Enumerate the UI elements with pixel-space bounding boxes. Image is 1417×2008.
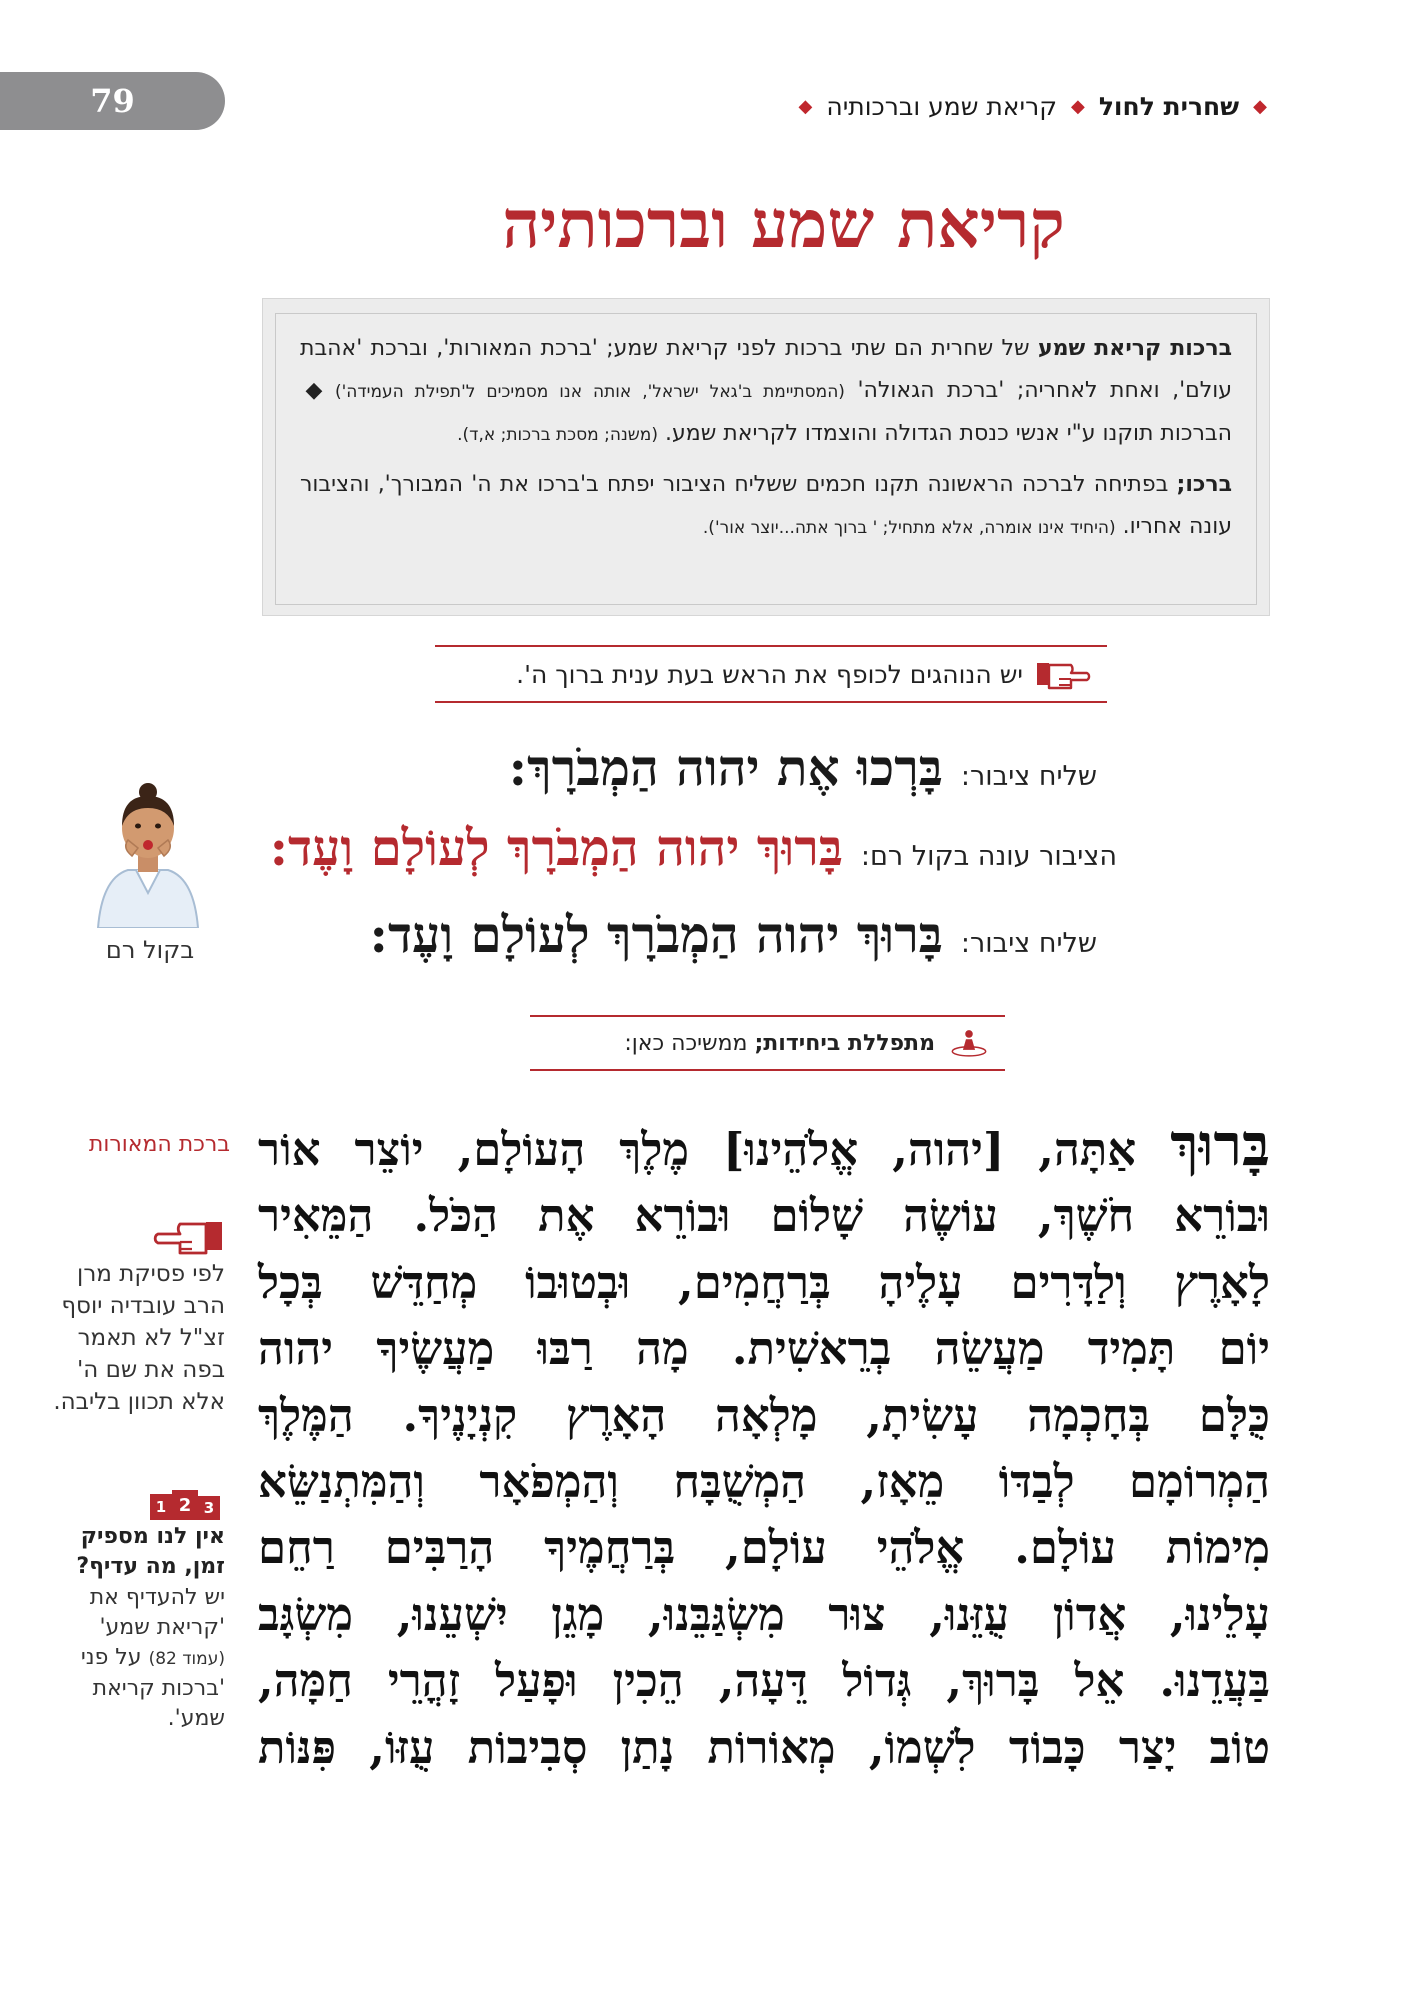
page-reference: (עמוד 82)	[148, 1649, 225, 1669]
response-role: שליח ציבור:	[960, 761, 1097, 792]
side-note-title: אין לנו מספיק זמן, מה עדיף?	[76, 1524, 225, 1579]
prayer-line: וּבוֹרֵא חֹשֶׁךְ, עוֹשֶׂה שָׁלוֹם וּבוֹרֵא אֶת הַכֹּל. הַמֵּאִיר	[258, 1189, 1270, 1243]
prayer-line-text: אַתָּה, [יהוה, אֱלֹהֵינוּ] מֶלֶךְ הָעוֹלָם, יוֹצֵר אוֹר	[258, 1123, 1171, 1176]
intro-text: בפתיחה לברכה הראשונה תקנו חכמים ששליח הציבור יפתח ב'ברכו את ה' המבורך', והציבור עונה אחריו.	[300, 472, 1232, 539]
intro-content	[275, 313, 1257, 605]
numbers-123-icon	[150, 1490, 226, 1520]
prayer-line: לָאָרֶץ וְלַדָּרִים עָלֶיהָ בְּרַחֲמִים, וּבְטוּבוֹ מְחַדֵּשׁ בְּכָל	[258, 1255, 1270, 1309]
pointing-hand-icon	[1035, 655, 1093, 693]
instruction-bar	[530, 1015, 1005, 1071]
intro-paragraph	[300, 328, 1232, 456]
response-text: בָּרוּךְ יהוה הַמְבֹרָךְ לְעוֹלָם וָעֶד:	[269, 818, 843, 877]
side-note	[50, 1583, 225, 1734]
response-role: הציבור עונה בקול רם:	[860, 841, 1117, 872]
response-text: בָּרוּךְ יהוה הַמְבֹרָךְ לְעוֹלָם וָעֶד:	[369, 905, 943, 964]
side-note-text: על פני 'ברכות קריאת שמע'.	[80, 1645, 225, 1731]
instruction-text: יש הנוהגים לכופף את הראש בעת ענית ברוך ה'.	[516, 659, 1023, 689]
response-role: שליח ציבור:	[960, 928, 1097, 959]
page-number: 79	[90, 82, 135, 120]
instruction-text	[624, 1031, 935, 1056]
pointing-hand-icon	[148, 1212, 224, 1262]
blessing-label: ברכת המאורות	[88, 1132, 230, 1157]
number-box: 2	[172, 1490, 198, 1520]
prayer-line: יוֹם תָּמִיד מַעֲשֵׂה בְרֵאשִׁית. מָה רַבּוּ מַעֲשֶׂיךָ יהוה	[258, 1322, 1270, 1376]
response-line	[509, 738, 1097, 797]
prayer-text	[258, 1112, 1270, 1781]
side-note: לפי פסיקת מרן הרב עובדיה יוסף זצ"ל לא תאמר בפה את שם ה' אלא תכוון בליבה.	[53, 1261, 225, 1415]
instruction-bold: מתפללת ביחידות;	[754, 1030, 935, 1056]
intro-text: ◆ הברכות תוקנו ע"י אנשי כנסת הגדולה והוצמדו לקריאת שמע.	[300, 378, 1232, 446]
prayer-line: מִימוֹת עוֹלָם. אֱלֹהֵי עוֹלָם, בְּרַחֲמֶיךָ הָרַבִּים רַחֵם	[258, 1521, 1270, 1575]
prayer-line: עָלֵינוּ, אֲדוֹן עֻזֵּנוּ, צוּר מִשְׂגַּבֵּנוּ, מָגֵן יִשְׁעֵנוּ, מִשְׂגָּב	[258, 1587, 1270, 1641]
prayer-line: הַמְרוֹמָם לְבַדּוֹ מֵאָז, הַמְשֻׁבָּח וְהַמְפֹאָר וְהַמִּתְנַשֵּׂא	[258, 1455, 1270, 1509]
prayer-line: כֻּלָּם בְּחָכְמָה עָשִׂיתָ, מָלְאָה הָאָרֶץ קִנְיָנֶיךָ. הַמֶּלֶךְ	[258, 1388, 1270, 1442]
intro-box	[262, 298, 1270, 616]
running-header	[799, 86, 1267, 126]
instruction-rest: ממשיכה כאן:	[624, 1030, 755, 1056]
intro-paragraph	[300, 464, 1232, 549]
bullet-icon: ◆	[798, 95, 813, 117]
intro-text: של שחרית הם שתי ברכות לפני קריאת שמע; 'ברכת המאורות', וברכת 'אהבת עולם', ואחת לאחריה; 'ברכת הגאולה'	[300, 336, 1232, 403]
aloud-caption: בקול רם	[105, 936, 195, 964]
response-line	[370, 905, 1097, 964]
intro-source: (משנה; מסכת ברכות; א,ד).	[457, 425, 658, 445]
instruction-bar	[435, 645, 1107, 703]
intro-note: (היחיד אינו אומרה, אלא מתחיל; ' ברוך אתה...יוצר אור').	[702, 518, 1116, 538]
speaking-aloud-illustration	[88, 778, 208, 928]
page-title: קריאת שמע וברכותיה	[502, 185, 1065, 263]
prayer-line: טוֹב יָצַר כָּבוֹד לִשְׁמוֹ, מְאוֹרוֹת נָתַן סְבִיבוֹת עֻזּוֹ, פִּנּוֹת	[258, 1720, 1270, 1774]
intro-term: ברכות קריאת שמע	[1037, 336, 1232, 361]
intro-note: (המסתיימת ב'גאל ישראל', אותה אנו מסמיכים ל'תפילת העמידה')	[334, 382, 845, 402]
response-text: בָּרְכוּ אֶת יהוה הַמְבֹרָךְ:	[508, 738, 943, 797]
intro-term: ברכו;	[1176, 472, 1232, 497]
prayer-line	[258, 1112, 1270, 1183]
response-line	[270, 818, 1117, 877]
header-subsection: קריאת שמע וברכותיה	[826, 91, 1057, 121]
header-section: שחרית לחול	[1098, 91, 1240, 121]
prayer-line: בַּעֲדֵנוּ. אֵל בָּרוּךְ, גְּדוֹל דֵּעָה, הֵכִין וּפָעַל זָהֳרֵי חַמָּה,	[258, 1654, 1270, 1708]
number-box: 3	[198, 1496, 220, 1520]
side-note-text: יש להעדיף את 'קריאת שמע'	[89, 1585, 225, 1640]
number-box: 1	[150, 1494, 172, 1520]
bullet-icon: ◆	[1070, 95, 1085, 117]
woman-praying-icon	[947, 1024, 991, 1062]
opening-word: בָּרוּךְ	[1170, 1111, 1270, 1179]
bullet-icon: ◆	[1253, 95, 1267, 117]
